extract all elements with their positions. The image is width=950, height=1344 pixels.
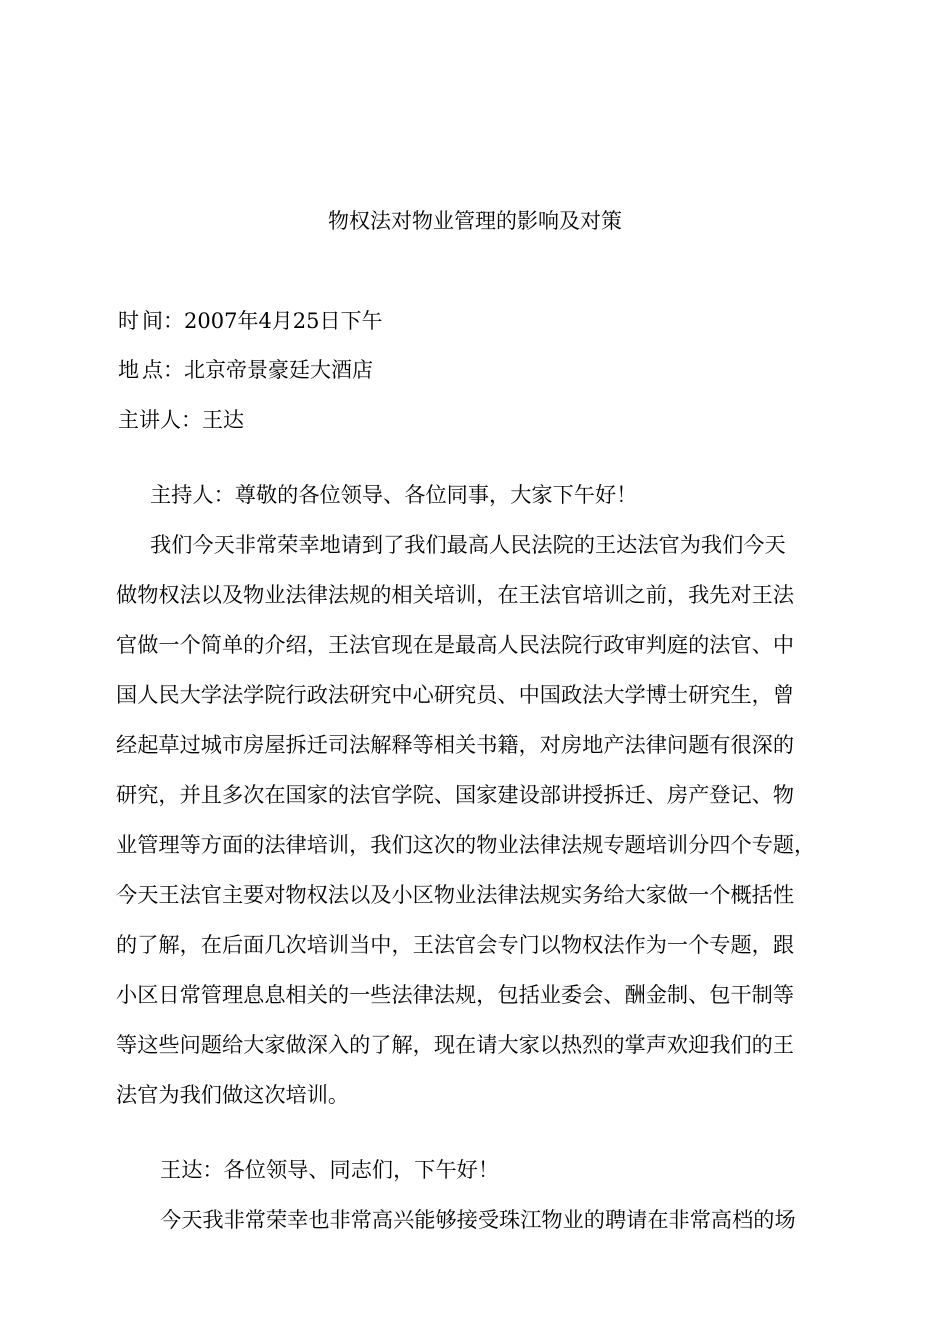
meta-place-value: 北京帝景豪廷大酒店: [184, 358, 373, 382]
meta-time: [118, 306, 383, 336]
paragraph-line: 小区日常管理息息相关的一些法律法规，包括业委会、酬金制、包干制等: [116, 982, 795, 1007]
meta-speaker-value: 王达: [202, 408, 244, 432]
paragraph-line: 研究，并且多次在国家的法官学院、国家建设部讲授拆迁、房产登记、物: [116, 782, 795, 807]
meta-time-value: 2007年4月25日下午: [184, 309, 383, 333]
meta-speaker-label: 主讲人：: [118, 408, 202, 432]
host-greeting: 主持人：尊敬的各位领导、各位同事，大家下午好！: [150, 482, 638, 507]
paragraph-line: 做物权法以及物业法律法规的相关培训，在王法官培训之前，我先对王法: [116, 582, 795, 607]
paragraph-line: 今天我非常荣幸也非常高兴能够接受珠江物业的聘请在非常高档的场: [160, 1207, 796, 1232]
paragraph-line: 经起草过城市房屋拆迁司法解释等相关书籍，对房地产法律问题有很深的: [116, 732, 795, 757]
paragraph-line: 我们今天非常荣幸地请到了我们最高人民法院的王达法官为我们今天: [150, 532, 786, 557]
document-title: 物权法对物业管理的影响及对策: [328, 209, 622, 233]
paragraph-line: 的了解，在后面几次培训当中，王法官会专门以物权法作为一个专题，跟: [116, 932, 795, 957]
paragraph-line: 法官为我们做这次培训。: [116, 1082, 350, 1107]
meta-time-label: 时 间：: [118, 309, 184, 333]
paragraph-line: 官做一个简单的介绍，王法官现在是最高人民法院行政审判庭的法官、中: [116, 632, 795, 657]
meta-place: [118, 355, 373, 385]
speaker-greeting: 王达：各位领导、同志们，下午好！: [160, 1157, 500, 1182]
paragraph-line: 今天王法官主要对物权法以及小区物业法律法规实务给大家做一个概括性: [116, 882, 795, 907]
meta-place-label: 地 点：: [118, 358, 184, 382]
paragraph-line: 业管理等方面的法律培训，我们这次的物业法律法规专题培训分四个专题，: [116, 832, 816, 857]
paragraph-line: 国人民大学法学院行政法研究中心研究员、中国政法大学博士研究生，曾: [116, 682, 795, 707]
paragraph-line: 等这些问题给大家做深入的了解，现在请大家以热烈的掌声欢迎我们的王: [116, 1032, 795, 1057]
meta-speaker: [118, 405, 244, 435]
